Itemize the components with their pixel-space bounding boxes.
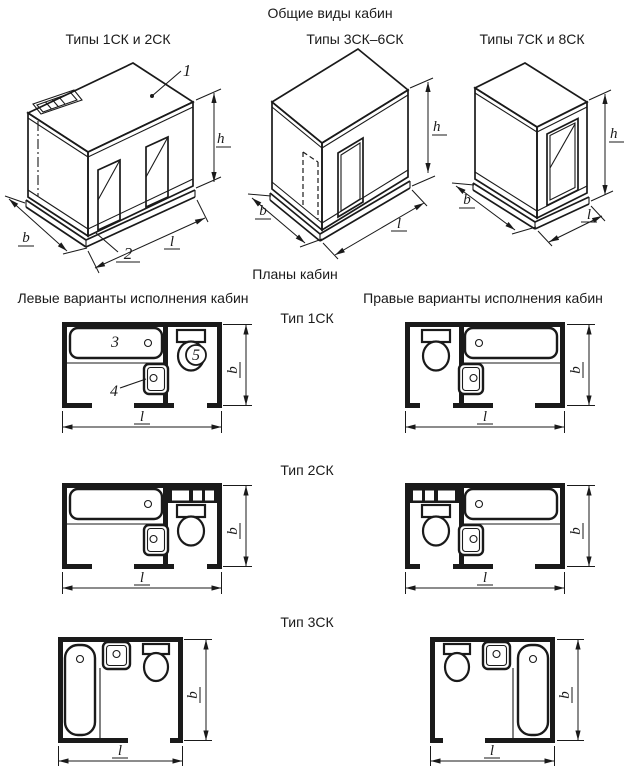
svg-text:l: l [482, 409, 488, 425]
dim-h-label: h [610, 126, 618, 142]
svg-text:l: l [482, 570, 488, 586]
plan-body-2sk-left [62, 483, 222, 569]
iso-drawing-7sk-8sk [452, 63, 624, 246]
svg-text:b: b [225, 527, 241, 535]
toilet-tank [177, 330, 205, 342]
svg-text:l: l [489, 743, 495, 759]
svg-text:l: l [117, 743, 123, 759]
dim-b-label: b [463, 192, 471, 208]
iso-drawing-1sk-2sk [5, 61, 231, 273]
callout-washbasin: 4 [110, 383, 118, 400]
toilet-tank [177, 505, 205, 517]
plan-body-1sk-right [405, 322, 565, 408]
dim-h-label: h [217, 131, 225, 147]
iso-view-1-label: Типы 1СК и 2СК [65, 31, 171, 47]
svg-text:l: l [139, 570, 145, 586]
door-opening [338, 138, 363, 217]
plan-body-3sk-right [430, 637, 555, 743]
dim-l-label: l [396, 216, 402, 232]
left-column-header: Левые варианты исполнения кабин [17, 290, 249, 306]
right-column-header: Правые варианты исполнения кабин [363, 290, 603, 306]
plan-body-3sk-left [58, 637, 183, 743]
dim-b-label: b [259, 203, 267, 219]
iso-view-2-label: Типы 3СК–6СК [306, 31, 404, 47]
bathtub [65, 645, 95, 735]
callout-roof-panel: 1 [182, 61, 192, 80]
door-opening [547, 119, 578, 206]
callout-base-panel: 2 [123, 244, 133, 263]
svg-text:l: l [139, 409, 145, 425]
roof-vent-block [33, 90, 82, 114]
bathtub [70, 489, 162, 519]
iso-drawing-3sk-6sk [248, 49, 447, 259]
page-title: Общие виды кабин [267, 5, 393, 21]
row-label-3sk: Тип 3СК [280, 614, 334, 630]
callout-bathtub: 3 [111, 334, 119, 351]
svg-text:b: b [568, 366, 584, 374]
callout-toilet: 5 [192, 347, 200, 364]
dim-l-label: l [586, 207, 592, 223]
plans-title: Планы кабин [252, 266, 338, 282]
plan-body-2sk-right [405, 483, 565, 569]
svg-text:b: b [225, 366, 241, 374]
iso-view-3-label: Типы 7СК и 8СК [479, 31, 585, 47]
dim-b-label: b [22, 230, 30, 246]
door-openings [98, 137, 168, 230]
dim-h-label: h [433, 119, 441, 135]
svg-text:b: b [557, 691, 573, 699]
toilet-bowl [178, 517, 204, 546]
row-label-2sk: Тип 2СК [280, 462, 334, 478]
dim-l-label: l [169, 234, 175, 250]
svg-text:b: b [568, 527, 584, 535]
toilet-bowl [144, 653, 168, 681]
svg-text:b: b [185, 691, 201, 699]
row-label-1sk: Тип 1СК [280, 310, 334, 326]
